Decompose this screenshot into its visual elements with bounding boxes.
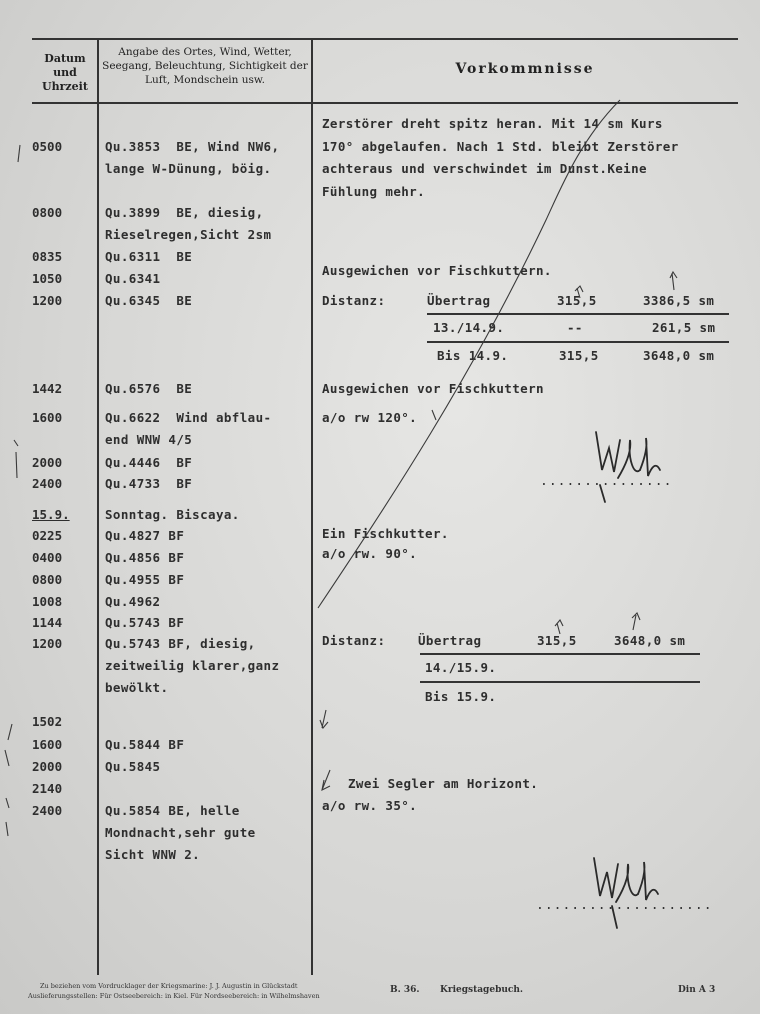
footer-line-2: Auslieferungsstellen: Für Ostseebereich: in Kiel. Für Nordseebereich: in Wilhelmshaven: [28, 992, 320, 1000]
footer-form-number: B. 36.: [390, 985, 420, 995]
footer-paper-size: Din A 3: [678, 985, 716, 995]
row-time: 2140: [32, 781, 63, 796]
distanz-1-row3-val2: 3648,0 sm: [643, 348, 715, 363]
event-7: Zwei Segler am Horizont.: [348, 776, 539, 791]
distanz-1-row1-label: Übertrag: [427, 293, 491, 308]
distanz-1-row3-val1: 315,5: [559, 348, 599, 363]
distanz-1-row1-val2: 3386,5 sm: [643, 293, 715, 308]
row-place-line: Qu.5854 BE, helle: [105, 803, 240, 818]
distanz-label-2: Distanz:: [322, 633, 386, 648]
distanz-2-row3-label: Bis 15.9.: [425, 689, 497, 704]
row-time: 1442: [32, 381, 63, 396]
row-place-line: Qu.6341: [105, 271, 161, 286]
row-place-line: Qu.4955 BF: [105, 572, 185, 587]
signature-dots-2: ....................: [536, 898, 713, 913]
distanz-1-row3-label: Bis 14.9.: [437, 348, 509, 363]
event-8: a/o rw. 35°.: [322, 798, 418, 813]
row-place-line: Qu.6576 BE: [105, 381, 193, 396]
row-time: 1200: [32, 293, 63, 308]
distanz-1-row1-val1: 315,5: [557, 293, 597, 308]
row-time: 0800: [32, 572, 63, 587]
distanz-1-row2-val2: 261,5 sm: [652, 320, 716, 335]
footer-line-1: Zu beziehen vom Vordrucklager der Kriegsmarine: J. J. Augustin in Glückstadt: [40, 982, 298, 990]
row-time: 0225: [32, 528, 63, 543]
signature-dots-1: ...............: [540, 474, 673, 489]
row-place-line: Qu.5845: [105, 759, 161, 774]
row-place-line: Sonntag. Biscaya.: [105, 507, 240, 522]
row-time: 1600: [32, 410, 63, 425]
row-place-line: Qu.4446 BF: [105, 455, 193, 470]
distanz-1-row2-label: 13./14.9.: [433, 320, 505, 335]
row-place-line: Qu.4856 BF: [105, 550, 185, 565]
row-time: 1200: [32, 636, 63, 651]
row-time: 0400: [32, 550, 63, 565]
event-2: Ausgewichen vor Fischkuttern.: [322, 263, 552, 278]
distanz-2-row1-label: Übertrag: [418, 633, 482, 648]
pencil-marks: [5, 100, 677, 836]
row-place-line: zeitweilig klarer,ganz: [105, 658, 280, 673]
footer-title: Kriegstagebuch.: [440, 985, 524, 995]
distanz-label-1: Distanz:: [322, 293, 386, 308]
row-time: 0800: [32, 205, 63, 220]
event-1-line-4: Fühlung mehr.: [322, 184, 426, 199]
row-place-line: Qu.5743 BF: [105, 615, 185, 630]
row-time: 0500: [32, 139, 63, 154]
event-1-line-2: 170° abgelaufen. Nach 1 Std. bleibt Zerstörer: [322, 139, 679, 154]
distanz-2-row1-val1: 315,5: [537, 633, 577, 648]
row-time: 2400: [32, 476, 63, 491]
row-place-line: Mondnacht,sehr gute: [105, 825, 256, 840]
row-time: 1144: [32, 615, 63, 630]
row-time: 1502: [32, 714, 63, 729]
row-time: 2000: [32, 455, 63, 470]
distanz-2-row2-label: 14./15.9.: [425, 660, 497, 675]
distanz-1-row2-val1: --: [567, 320, 583, 335]
row-place-line: Qu.3853 BE, Wind NW6,: [105, 139, 280, 154]
row-place-line: Rieselregen,Sicht 2sm: [105, 227, 272, 242]
distanz-2-row1-val2: 3648,0 sm: [614, 633, 686, 648]
row-place-line: bewölkt.: [105, 680, 169, 695]
row-place-line: Qu.5844 BF: [105, 737, 185, 752]
row-place-line: Qu.5743 BF, diesig,: [105, 636, 256, 651]
row-time: 1050: [32, 271, 63, 286]
header-ort: Angabe des Ortes, Wind, Wetter, Seegang, Beleuchtung, Sichtigkeit der Luft, Mondschein usw.: [102, 46, 308, 86]
row-time: 15.9.: [32, 507, 70, 522]
event-1-line-1: Zerstörer dreht spitz heran. Mit 14 sm Kurs: [322, 116, 663, 131]
signature-2: [594, 858, 658, 928]
row-place-line: Sicht WNW 2.: [105, 847, 201, 862]
event-1-line-3: achteraus und verschwindet im Dunst.Keine: [322, 161, 647, 176]
row-time: 0835: [32, 249, 63, 264]
event-4: a/o rw 120°.: [322, 410, 418, 425]
row-time: 1600: [32, 737, 63, 752]
event-3: Ausgewichen vor Fischkuttern: [322, 381, 544, 396]
header-datum: Datum und Uhrzeit: [42, 52, 88, 93]
row-place-line: end WNW 4/5: [105, 432, 193, 447]
row-place-line: Qu.6622 Wind abflau-: [105, 410, 272, 425]
event-5: Ein Fischkutter.: [322, 526, 449, 541]
row-place-line: Qu.4827 BF: [105, 528, 185, 543]
row-place-line: Qu.4962: [105, 594, 161, 609]
signature-1: [596, 432, 660, 502]
row-place-line: Qu.6311 BE: [105, 249, 193, 264]
row-place-line: lange W-Dünung, böig.: [105, 161, 272, 176]
row-place-line: Qu.4733 BF: [105, 476, 193, 491]
header-vorkommnisse: Vorkommnisse: [455, 61, 595, 77]
row-place-line: Qu.6345 BE: [105, 293, 193, 308]
event-6: a/o rw. 90°.: [322, 546, 418, 561]
row-time: 2400: [32, 803, 63, 818]
row-time: 1008: [32, 594, 63, 609]
row-time: 2000: [32, 759, 63, 774]
row-place-line: Qu.3899 BE, diesig,: [105, 205, 264, 220]
